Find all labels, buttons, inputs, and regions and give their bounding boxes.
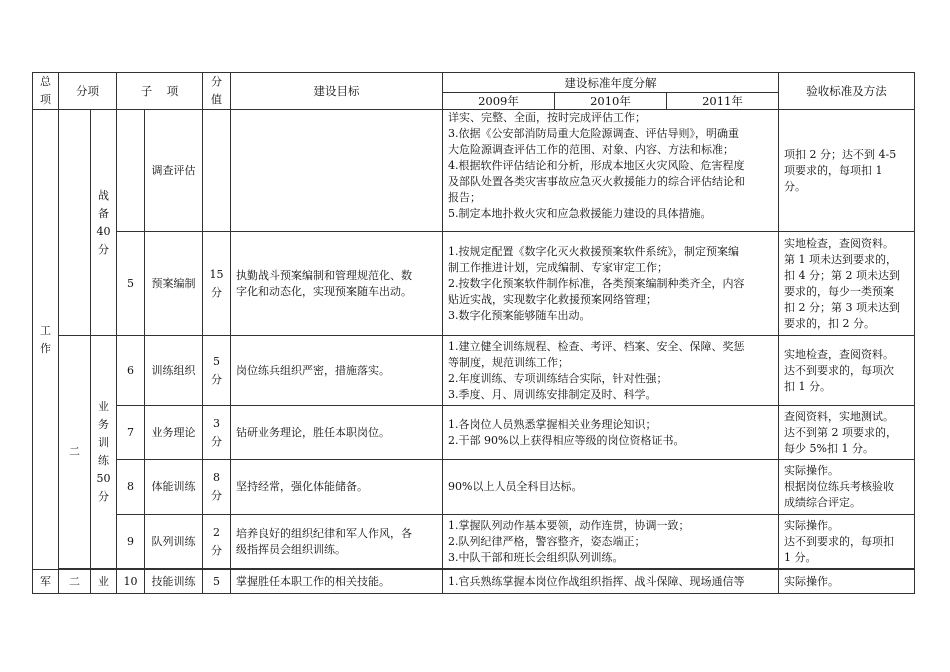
header-zongxiang: 总 项 (33, 73, 59, 110)
header-fenzhi: 分 值 (203, 73, 231, 110)
header-jianshe-mubiao: 建设目标 (231, 73, 443, 110)
row-score: 5 (203, 570, 231, 594)
header-zixiang: 子 项 (117, 73, 203, 110)
row-score: 5 分 (203, 336, 231, 406)
row-name: 训练组织 (145, 336, 203, 406)
row-standard: 90%以上人员全科目达标。 (443, 460, 779, 515)
row-goal: 坚持经常，强化体能储备。 (231, 460, 443, 515)
row-goal: 执勤战斗预案编制和管理规范化、数 字化和动态化，实现预案随车出动。 (231, 232, 443, 336)
table-row (33, 460, 915, 515)
group-yewu: 业 务 训 练 50 分 (91, 336, 117, 569)
row-standard: 1.建立健全训练规程、检查、考评、档案、安全、保障、奖惩 等制度，规范训练工作； 2.年度训练、专项训练结合实际，针对性强； 3.季度、月、周训练安排制定及时、科学。 (443, 336, 779, 406)
row-goal (231, 110, 443, 232)
header-yanshou: 验收标准及方法 (779, 73, 915, 110)
row-num: 8 (117, 460, 145, 515)
row-num: 9 (117, 515, 145, 569)
row-name: 预案编制 (145, 232, 203, 336)
row-score: 3 分 (203, 406, 231, 460)
row-check: 实际操作。 根据岗位练兵考核验收 成绩综合评定。 (779, 460, 915, 515)
row-goal: 培养良好的组织纪律和军人作风，各 级指挥员会组织训练。 (231, 515, 443, 569)
row-name: 队列训练 (145, 515, 203, 569)
row-goal: 钻研业务理论，胜任本职岗位。 (231, 406, 443, 460)
header-row-1 (33, 73, 915, 93)
header-fenxiang: 分项 (59, 73, 117, 110)
row-score: 2 分 (203, 515, 231, 569)
row-check: 实地检查，查阅资料。 第 1 项未达到要求的， 扣 4 分；第 2 项未达到 要求的，每少一类预案 扣 2 分；第 3 项未达到 要求的，扣 2 分。 (779, 232, 915, 336)
row-check: 项扣 2 分；达不到 4-5 项要求的，每项扣 1 分。 (779, 110, 915, 232)
row-check: 实地检查，查阅资料。 达不到要求的，每项次 扣 1 分。 (779, 336, 915, 406)
row-num: 6 (117, 336, 145, 406)
row-name: 业务理论 (145, 406, 203, 460)
row-name: 技能训练 (145, 570, 203, 594)
group-ye-bottom: 业 (91, 570, 117, 594)
row-name: 体能训练 (145, 460, 203, 515)
row-goal: 岗位练兵组织严密，措施落实。 (231, 336, 443, 406)
group-jun: 军 (33, 570, 59, 594)
row-num: 10 (117, 570, 145, 594)
row-standard: 详实、完整、全面，按时完成评估工作； 3.依据《公安部消防局重大危险源调查、评估导则》，明确重 大危险源调查评估工作的范围、对象、内容、方法和标准； 4.根据软件评估结论和分析，形成本地区火灾风险、危害程度 及部队处置各类灾害事故应急灭火救援能力的综合评估结论和 报告； 5.制定本地扑救火灾和应急救援能力建设的具体措施。 (443, 110, 779, 232)
group-zhanbei: 战 备 40 分 (91, 110, 117, 336)
group-er-bottom: 二 (59, 570, 91, 594)
header-year-2010: 2010年 (555, 93, 667, 110)
group-gongzuo: 工 作 (33, 110, 59, 570)
row-num: 5 (117, 232, 145, 336)
table-row (33, 336, 915, 406)
row-standard: 1.掌握队列动作基本要领，动作连贯，协调一致； 2.队列纪律严格，警容整齐，姿态端正； 3.中队干部和班长会组织队列训练。 (443, 515, 779, 569)
table-row (33, 110, 915, 232)
row-standard: 1.按规定配置《数字化灭火救援预案软件系统》，制定预案编 制工作推进计划，完成编制、专家审定工作； 2.按数字化预案软件制作标准，各类预案编制种类齐全，内容 贴近实战，实现数字化救援预案网络管理； 3.数字化预案能够随车出动。 (443, 232, 779, 336)
table-row (33, 515, 915, 569)
row-score: 8 分 (203, 460, 231, 515)
table-row (33, 406, 915, 460)
row-num (117, 110, 145, 232)
row-standard: 1.官兵熟练掌握本岗位作战组织指挥、战斗保障、现场通信等 (443, 570, 779, 594)
row-check: 实际操作。 (779, 570, 915, 594)
header-biaozhun-fenjie: 建设标准年度分解 (443, 73, 779, 93)
header-year-2011: 2011年 (667, 93, 779, 110)
group-zhanbei-number (59, 110, 91, 336)
row-num: 7 (117, 406, 145, 460)
row-goal: 掌握胜任本职工作的相关技能。 (231, 570, 443, 594)
table-row (33, 232, 915, 336)
row-name: 调查评估 (145, 110, 203, 232)
table-row (33, 570, 915, 594)
row-score: 15 分 (203, 232, 231, 336)
header-year-2009: 2009年 (443, 93, 555, 110)
row-standard: 1.各岗位人员熟悉掌握相关业务理论知识； 2.干部 90%以上获得相应等级的岗位资格证书。 (443, 406, 779, 460)
row-check: 实际操作。 达不到要求的，每项扣 1 分。 (779, 515, 915, 569)
group-er: 二 (59, 336, 91, 569)
standards-table (32, 72, 915, 594)
row-check: 查阅资料，实地测试。 达不到第 2 项要求的， 每少 5%扣 1 分。 (779, 406, 915, 460)
row-score (203, 110, 231, 232)
